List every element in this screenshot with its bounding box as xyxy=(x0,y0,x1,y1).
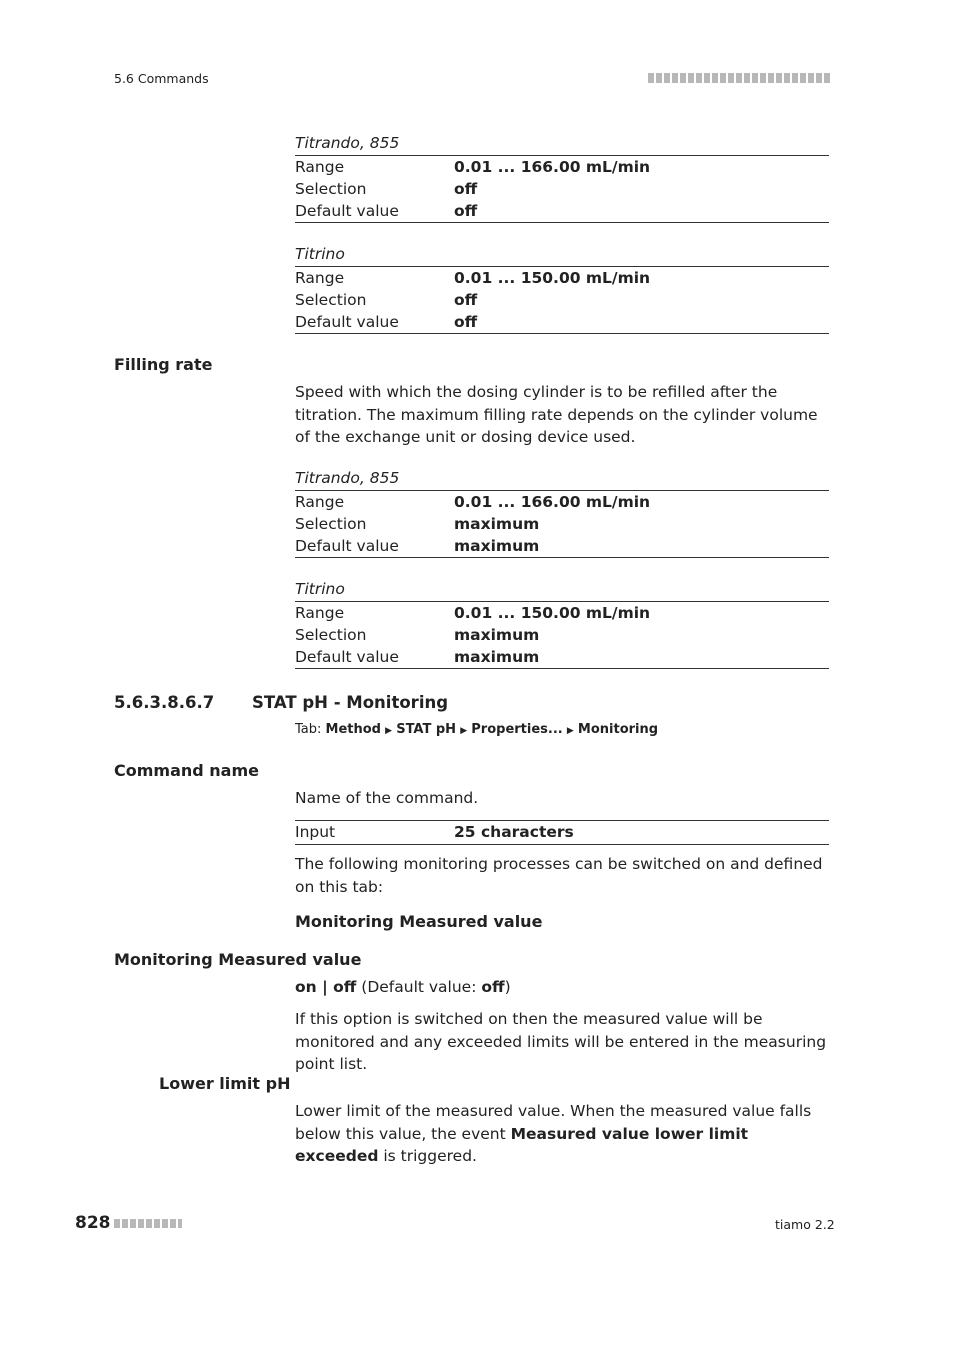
command-name-input-table xyxy=(295,820,829,845)
table-row xyxy=(295,491,829,513)
row-key: Selection xyxy=(295,626,367,644)
monitoring-measured-options xyxy=(295,976,835,999)
row-key: Default value xyxy=(295,313,399,331)
table-caption: Titrino xyxy=(295,577,829,602)
row-value: maximum xyxy=(454,648,540,666)
monitoring-intro: The following monitoring processes can be switched on and defined on this tab: xyxy=(295,855,823,896)
section-title: STAT pH - Monitoring xyxy=(252,693,449,712)
row-value: off xyxy=(454,180,478,198)
table-row xyxy=(295,311,829,334)
row-key: Selection xyxy=(295,180,367,198)
row-value: maximum xyxy=(454,537,540,555)
row-key: Range xyxy=(295,604,345,622)
default-prefix: (Default value: xyxy=(356,978,482,996)
lower-limit-description xyxy=(295,1100,835,1168)
page-number: 828 xyxy=(75,1213,111,1233)
default-suffix: ) xyxy=(504,978,511,996)
row-value: 0.01 ... 150.00 mL/min xyxy=(454,269,651,287)
filling-rate-label: Filling rate xyxy=(114,355,213,374)
tab-prefix: Tab: xyxy=(295,722,326,737)
default-value: off xyxy=(481,978,505,996)
table-row xyxy=(295,156,829,178)
table-row xyxy=(295,602,829,624)
row-value: off xyxy=(454,313,478,331)
tab-breadcrumb xyxy=(295,722,658,737)
row-key: Range xyxy=(295,493,345,511)
breadcrumb-item: STAT pH xyxy=(396,722,457,737)
row-value: off xyxy=(454,202,478,220)
table-row xyxy=(295,178,829,200)
table-row xyxy=(295,267,829,289)
row-value: 0.01 ... 166.00 mL/min xyxy=(454,158,651,176)
monitoring-measured-description: If this option is switched on then the measured value will be monitored and any exceeded limits will be entered in the measuring point list. xyxy=(295,1010,827,1073)
table-row xyxy=(295,646,829,669)
desc-bold: Measured value lower limit exceeded xyxy=(295,1124,749,1165)
breadcrumb-item: Monitoring xyxy=(577,722,659,737)
table-row xyxy=(295,535,829,558)
param-table-titrando-fill xyxy=(295,466,829,558)
table-row xyxy=(295,513,829,535)
triangle-right-icon: ▶ xyxy=(566,726,574,736)
row-value: off xyxy=(454,291,478,309)
monitoring-sub-item: Monitoring Measured value xyxy=(295,912,543,931)
header-decoration xyxy=(648,73,830,83)
monitoring-measured-label: Monitoring Measured value xyxy=(114,950,362,969)
row-value: maximum xyxy=(454,515,540,533)
row-value: 25 characters xyxy=(454,823,574,841)
triangle-right-icon: ▶ xyxy=(460,726,468,736)
param-table-titrino-fill xyxy=(295,577,829,669)
table-caption: Titrino xyxy=(295,242,829,267)
table-caption: Titrando, 855 xyxy=(295,466,829,491)
lower-limit-label: Lower limit pH xyxy=(159,1074,291,1093)
triangle-right-icon: ▶ xyxy=(385,726,393,736)
breadcrumb-item: Method xyxy=(325,722,381,737)
row-value: 0.01 ... 166.00 mL/min xyxy=(454,493,651,511)
command-name-description: Name of the command. xyxy=(295,789,479,807)
row-key: Selection xyxy=(295,291,367,309)
row-value: maximum xyxy=(454,626,540,644)
row-key: Range xyxy=(295,158,345,176)
footer-decoration xyxy=(114,1219,182,1228)
options-text: on | off xyxy=(295,978,357,996)
table-row xyxy=(295,200,829,223)
section-number: 5.6.3.8.6.7 xyxy=(114,693,215,712)
table-row xyxy=(295,289,829,311)
breadcrumb-item: Properties... xyxy=(471,722,563,737)
row-value: 0.01 ... 150.00 mL/min xyxy=(454,604,651,622)
row-key: Selection xyxy=(295,515,367,533)
desc-part1: Lower limit of the measured value. When the measured value falls below this value, the event xyxy=(295,1102,812,1143)
product-name: tiamo 2.2 xyxy=(775,1217,835,1232)
running-header-section: 5.6 Commands xyxy=(114,71,209,86)
row-key: Default value xyxy=(295,537,399,555)
filling-rate-description: Speed with which the dosing cylinder is to be refilled after the titration. The maximum filling rate depends on the cylinder volume of the exchange unit or dosing device used. xyxy=(295,383,818,446)
row-key: Range xyxy=(295,269,345,287)
row-key: Default value xyxy=(295,202,399,220)
param-table-titrando-off xyxy=(295,131,829,223)
param-table-titrino-off xyxy=(295,242,829,334)
table-caption: Titrando, 855 xyxy=(295,131,829,156)
row-key: Input xyxy=(295,823,336,841)
desc-part2: is triggered. xyxy=(378,1147,477,1165)
table-row xyxy=(295,624,829,646)
command-name-label: Command name xyxy=(114,761,259,780)
row-key: Default value xyxy=(295,648,399,666)
